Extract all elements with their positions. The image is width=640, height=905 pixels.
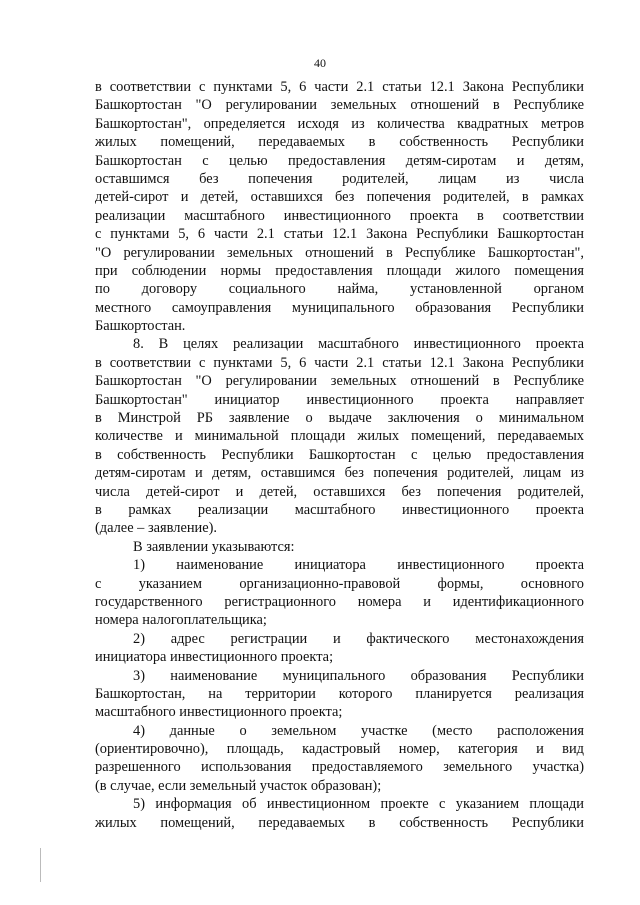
text-line: в рамках реализации масштабного инвестиционного проекта	[95, 501, 584, 518]
text-line: реализации масштабного инвестиционного проекта в соответствии	[95, 207, 584, 224]
text-line: Башкортостан с целью предоставления детям-сиротам и детям,	[95, 152, 584, 169]
text-line: 8. В целях реализации масштабного инвестиционного проекта	[133, 336, 584, 353]
text-line: 1) наименование инициатора инвестиционного проекта	[133, 557, 584, 574]
text-line: в соответствии с пунктами 5, 6 части 2.1 статьи 12.1 Закона Республики	[95, 79, 584, 95]
document-body	[95, 78, 584, 832]
page-number: 40	[314, 56, 326, 70]
text-line: жилых помещений, передаваемых в собственность Республики	[95, 134, 584, 151]
text-line: с пунктами 5, 6 части 2.1 статьи 12.1 Закона Республики Башкортостан	[95, 226, 584, 243]
text-line: разрешенного использования предоставляемого земельного участка)	[95, 759, 584, 776]
text-line: детей-сирот и детей, оставшихся без попечения родителей, в рамках	[95, 189, 584, 206]
scan-edge-mark	[40, 848, 41, 882]
text-line: в соответствии с пунктами 5, 6 части 2.1 статьи 12.1 Закона Республики	[95, 354, 584, 371]
text-line: в Минстрой РБ заявление о выдаче заключения о минимальном	[95, 410, 584, 427]
text-line: 4) данные о земельном участке (место расположения	[133, 722, 584, 739]
text-line: В заявлении указываются:	[133, 538, 295, 555]
text-line: жилых помещений, передаваемых в собственность Республики	[95, 814, 584, 831]
text-line: в собственность Республики Башкортостан с целью предоставления	[95, 446, 584, 463]
text-line: 3) наименование муниципального образования Республики	[133, 667, 584, 684]
text-line: 2) адрес регистрации и фактического местонахождения	[133, 630, 584, 647]
text-line: Башкортостан "О регулировании земельных отношений в Республике	[95, 97, 584, 114]
text-line: государственного регистрационного номера и идентификационного	[95, 593, 584, 610]
text-line: Башкортостан, на территории которого планируется реализация	[95, 685, 584, 702]
text-line: масштабного инвестиционного проекта;	[95, 704, 343, 721]
text-line: оставшимся без попечения родителей, лицам из числа	[95, 170, 584, 187]
text-line: номера налогоплательщика;	[95, 612, 267, 629]
text-line: (далее – заявление).	[95, 520, 218, 537]
text-line: с указанием организационно-правовой формы, основного	[95, 575, 584, 592]
text-line: Башкортостан "О регулировании земельных отношений в Республике	[95, 373, 584, 390]
text-line: (ориентировочно), площадь, кадастровый номер, категория и вид	[95, 741, 584, 758]
text-line: 5) информация об инвестиционном проекте с указанием площади	[133, 796, 584, 813]
text-line: инициатора инвестиционного проекта;	[95, 649, 334, 666]
text-line: по договору социального найма, установленной органом	[95, 281, 584, 298]
text-line: количестве и минимальной площади жилых помещений, передаваемых	[95, 428, 584, 445]
text-line: (в случае, если земельный участок образован);	[95, 777, 382, 794]
text-line: Башкортостан.	[95, 318, 186, 335]
text-line: Башкортостан" инициатор инвестиционного проекта направляет	[95, 391, 584, 408]
text-line: детям-сиротам и детям, оставшимся без попечения родителей, лицам из	[95, 465, 584, 482]
text-line: "О регулировании земельных отношений в Республике Башкортостан",	[95, 244, 584, 261]
text-line: числа детей-сирот и детей, оставшихся без попечения родителей,	[95, 483, 584, 500]
text-line: Башкортостан", определяется исходя из количества квадратных метров	[95, 115, 584, 132]
text-line: при соблюдении нормы предоставления площади жилого помещения	[95, 262, 584, 279]
text-line: местного самоуправления муниципального образования Республики	[95, 299, 584, 316]
